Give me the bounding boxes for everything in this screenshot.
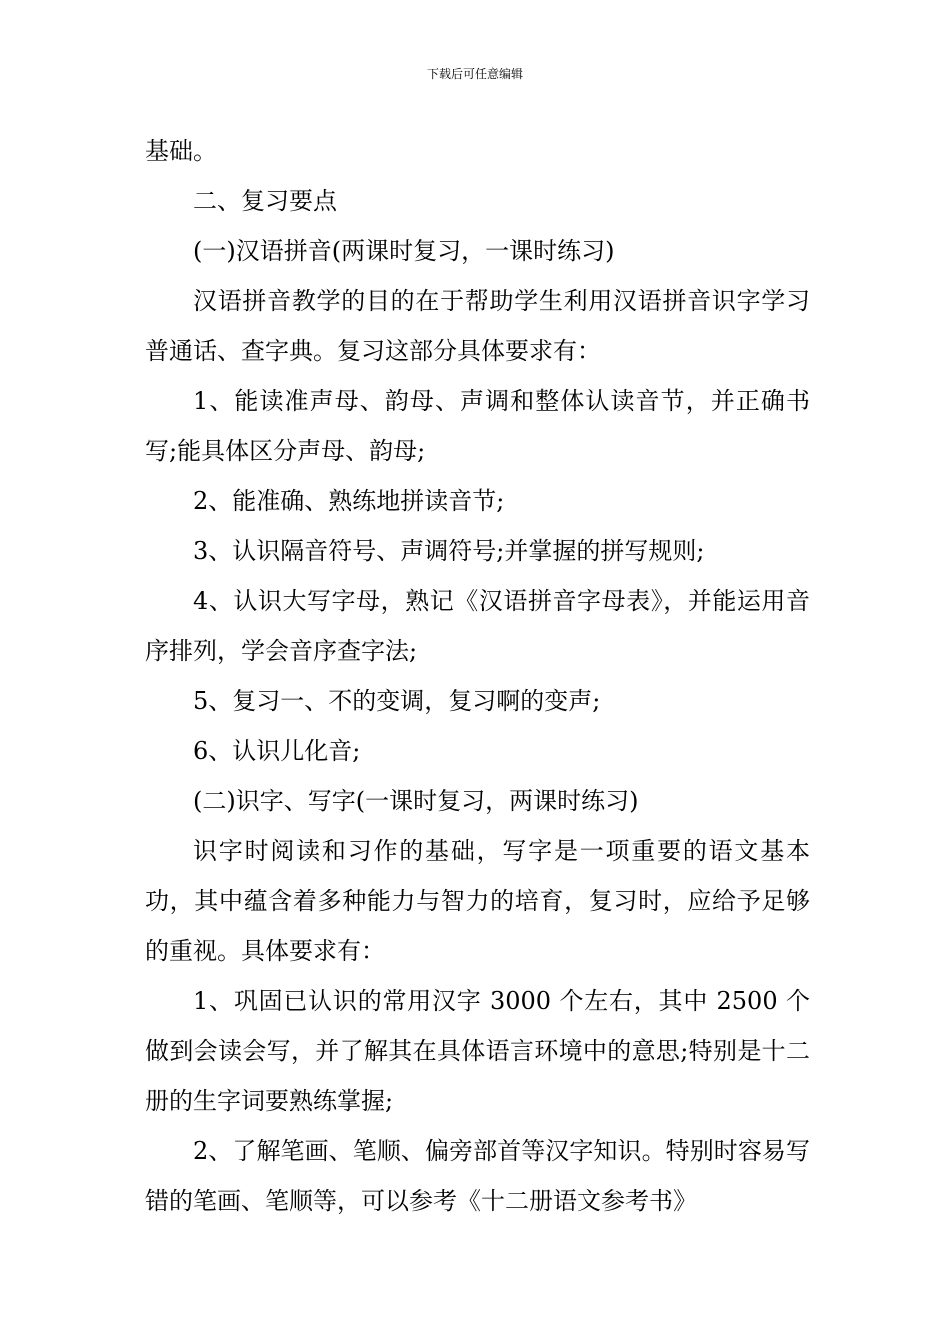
list-item-literacy-2: 2、了解笔画、笔顺、偏旁部首等汉字知识。特别时容易写错的笔画、笔顺等，可以参考《十二册语文参考书》	[145, 1137, 810, 1215]
paragraph-literacy-intro: 识字时阅读和习作的基础，写字是一项重要的语文基本功，其中蕴含着多种能力与智力的培育，复习时，应给予足够的重视。具体要求有：	[145, 837, 810, 965]
paragraph-pinyin-intro: 汉语拼音教学的目的在于帮助学生利用汉语拼音识字学习普通话、查字典。复习这部分具体要求有：	[145, 287, 810, 365]
list-item-pinyin-4: 4、认识大写字母，熟记《汉语拼音字母表》，并能运用音序排列，学会音序查字法;	[145, 587, 810, 665]
document-body	[145, 126, 810, 1226]
paragraph-continuation: 基础。	[145, 137, 217, 165]
list-item-pinyin-2: 2、能准确、熟练地拼读音节;	[193, 487, 505, 515]
section-heading: 二、复习要点	[193, 187, 337, 215]
page-header-note: 下载后可任意编辑	[426, 67, 523, 81]
list-item-pinyin-1: 1、能读准声母、韵母、声调和整体认读音节，并正确书写;能具体区分声母、韵母;	[145, 387, 810, 465]
list-item-pinyin-3: 3、认识隔音符号、声调符号;并掌握的拼写规则;	[193, 537, 705, 565]
subsection-heading-literacy: (二)识字、写字(一课时复习，两课时练习)	[193, 787, 639, 815]
subsection-heading-pinyin: (一)汉语拼音(两课时复习，一课时练习)	[193, 237, 615, 265]
list-item-literacy-1: 1、巩固已认识的常用汉字 3000 个左右，其中 2500 个做到会读会写，并了解其在具体语言环境中的意思;特别是十二册的生字词要熟练掌握;	[145, 987, 810, 1115]
list-item-pinyin-6: 6、认识儿化音;	[193, 737, 361, 765]
list-item-pinyin-5: 5、复习一、不的变调，复习啊的变声;	[193, 687, 601, 715]
